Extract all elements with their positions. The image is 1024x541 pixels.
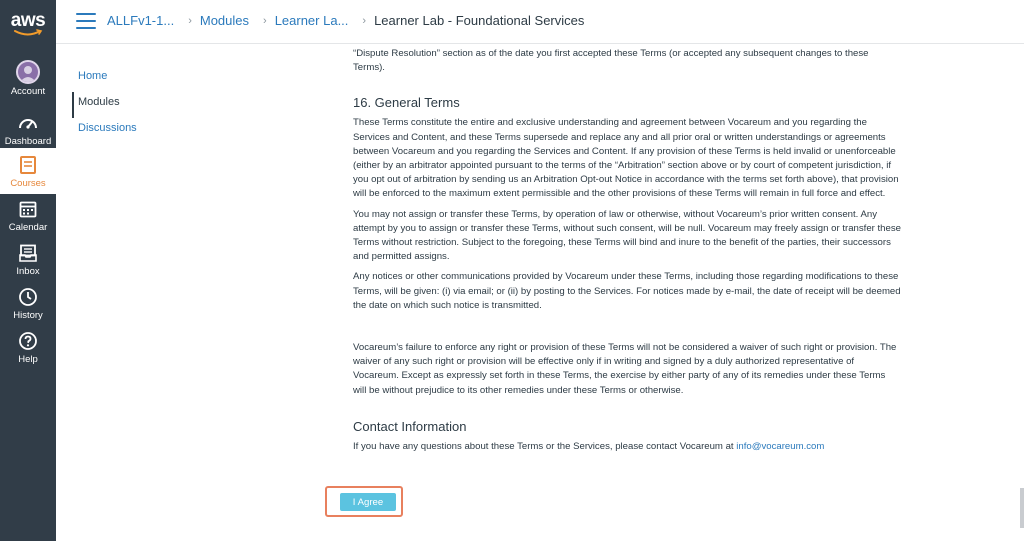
contact-heading: Contact Information [353, 418, 467, 434]
global-nav-history[interactable] [0, 286, 56, 328]
general-terms-paragraph: Any notices or other communications provided by Vocareum under these Terms, including those regarding modifications to these Terms, will be given: (i) via email; or (ii) by posting to the Services. For notices made by e-mail, the date of receipt will be deemed the date on which such notice is transmitted. [353, 271, 901, 311]
general-terms-paragraph: These Terms constitute the entire and exclusive understanding and agreement between Vocareum and you regarding the Services and Content, and these Terms supersede and replace any and all prior oral or written understandings or agreements between Vocareum and you regarding the Services and Content. If any provision of these Terms is held invalid or unenforceable (either by an arbitrator appointed pursuant to the terms of the “Arbitration” section above or by court of competent jurisdiction, if you opt out of arbitration by sending us an Arbitration Opt-out Notice in accordance with the terms set forth above), that provision will be enforced to the maximum extent permissible and the other provisions of these Terms will remain in full force and effect. [353, 117, 899, 200]
help-icon [17, 330, 39, 352]
global-nav-label: Account [10, 86, 46, 97]
general-terms-paragraph: Vocareum’s failure to enforce any right or provision of these Terms will not be considered a waiver of such right or provision. The waiver of any such right or provision will be effective only if in writing and signed by a duly authorized representative of Vocareum. Except as expressly set forth in these Terms, the exercise by either party of any of its remedies under these Terms will be without prejudice to its other remedies under these Terms or otherwise. [353, 342, 897, 396]
inbox-icon [17, 242, 39, 264]
page-header [56, 0, 1024, 44]
global-nav [0, 0, 56, 541]
course-nav-modules[interactable]: Modules [72, 92, 272, 118]
course-nav-discussions[interactable]: Discussions [78, 122, 137, 134]
terms-intro-paragraph: “Dispute Resolution” section as of the date you first accepted these Terms (or accepted any subsequent changes to these Terms). [353, 48, 869, 74]
global-nav-courses[interactable] [0, 148, 56, 194]
global-nav-account[interactable] [0, 60, 56, 104]
global-nav-label: Courses [10, 178, 46, 189]
general-terms-paragraph: You may not assign or transfer these Terms, by operation of law or otherwise, without Vocareum’s prior written consent. Any attempt by you to assign or transfer these Terms, without such consent, will be null. Vocareum may freely assign or transfer these Terms without restriction. Subject to the foregoing, these Terms will bind and inure to the benefit of the parties, their successors and permitted assigns. [353, 208, 901, 263]
account-avatar-icon [16, 60, 40, 84]
global-nav-help[interactable] [0, 330, 56, 372]
chevron-right-icon: › [362, 14, 367, 27]
chevron-right-icon: › [188, 14, 192, 27]
contact-email-link[interactable]: info@vocareum.com [736, 440, 825, 452]
hamburger-menu-icon[interactable] [76, 13, 96, 29]
contact-text: If you have any questions about these Terms or the Services, please contact Vocareum at [353, 440, 734, 452]
scrollbar-thumb[interactable] [1020, 488, 1024, 528]
global-nav-inbox[interactable] [0, 242, 56, 284]
global-nav-label: Inbox [16, 266, 40, 277]
breadcrumb-learner-lab[interactable]: Learner La... [274, 13, 349, 28]
history-icon [17, 286, 39, 308]
global-nav-label: History [13, 310, 43, 321]
breadcrumb-modules[interactable]: Modules [199, 13, 250, 28]
breadcrumb-current-page: Learner Lab - Foundational Services [374, 13, 585, 28]
dashboard-icon [17, 112, 39, 134]
courses-icon [17, 154, 39, 176]
calendar-icon [17, 198, 39, 220]
logo-text: aws [10, 9, 46, 31]
global-nav-label: Help [18, 354, 38, 365]
breadcrumb [107, 13, 584, 28]
global-nav-calendar[interactable] [0, 198, 56, 240]
agree-button-highlight [325, 486, 403, 517]
chevron-right-icon: › [263, 14, 267, 27]
general-terms-heading: 16. General Terms [353, 95, 460, 111]
breadcrumb-course[interactable]: ALLFv1-1... [107, 13, 175, 28]
agree-button[interactable]: I Agree [340, 493, 396, 511]
aws-smile-icon [13, 29, 43, 37]
contact-paragraph [353, 440, 901, 454]
global-nav-label: Calendar [8, 222, 48, 233]
course-nav [72, 66, 272, 144]
aws-logo[interactable] [0, 0, 56, 48]
course-nav-home[interactable]: Home [78, 70, 108, 82]
terms-content [353, 44, 901, 454]
global-nav-label: Dashboard [4, 136, 52, 147]
